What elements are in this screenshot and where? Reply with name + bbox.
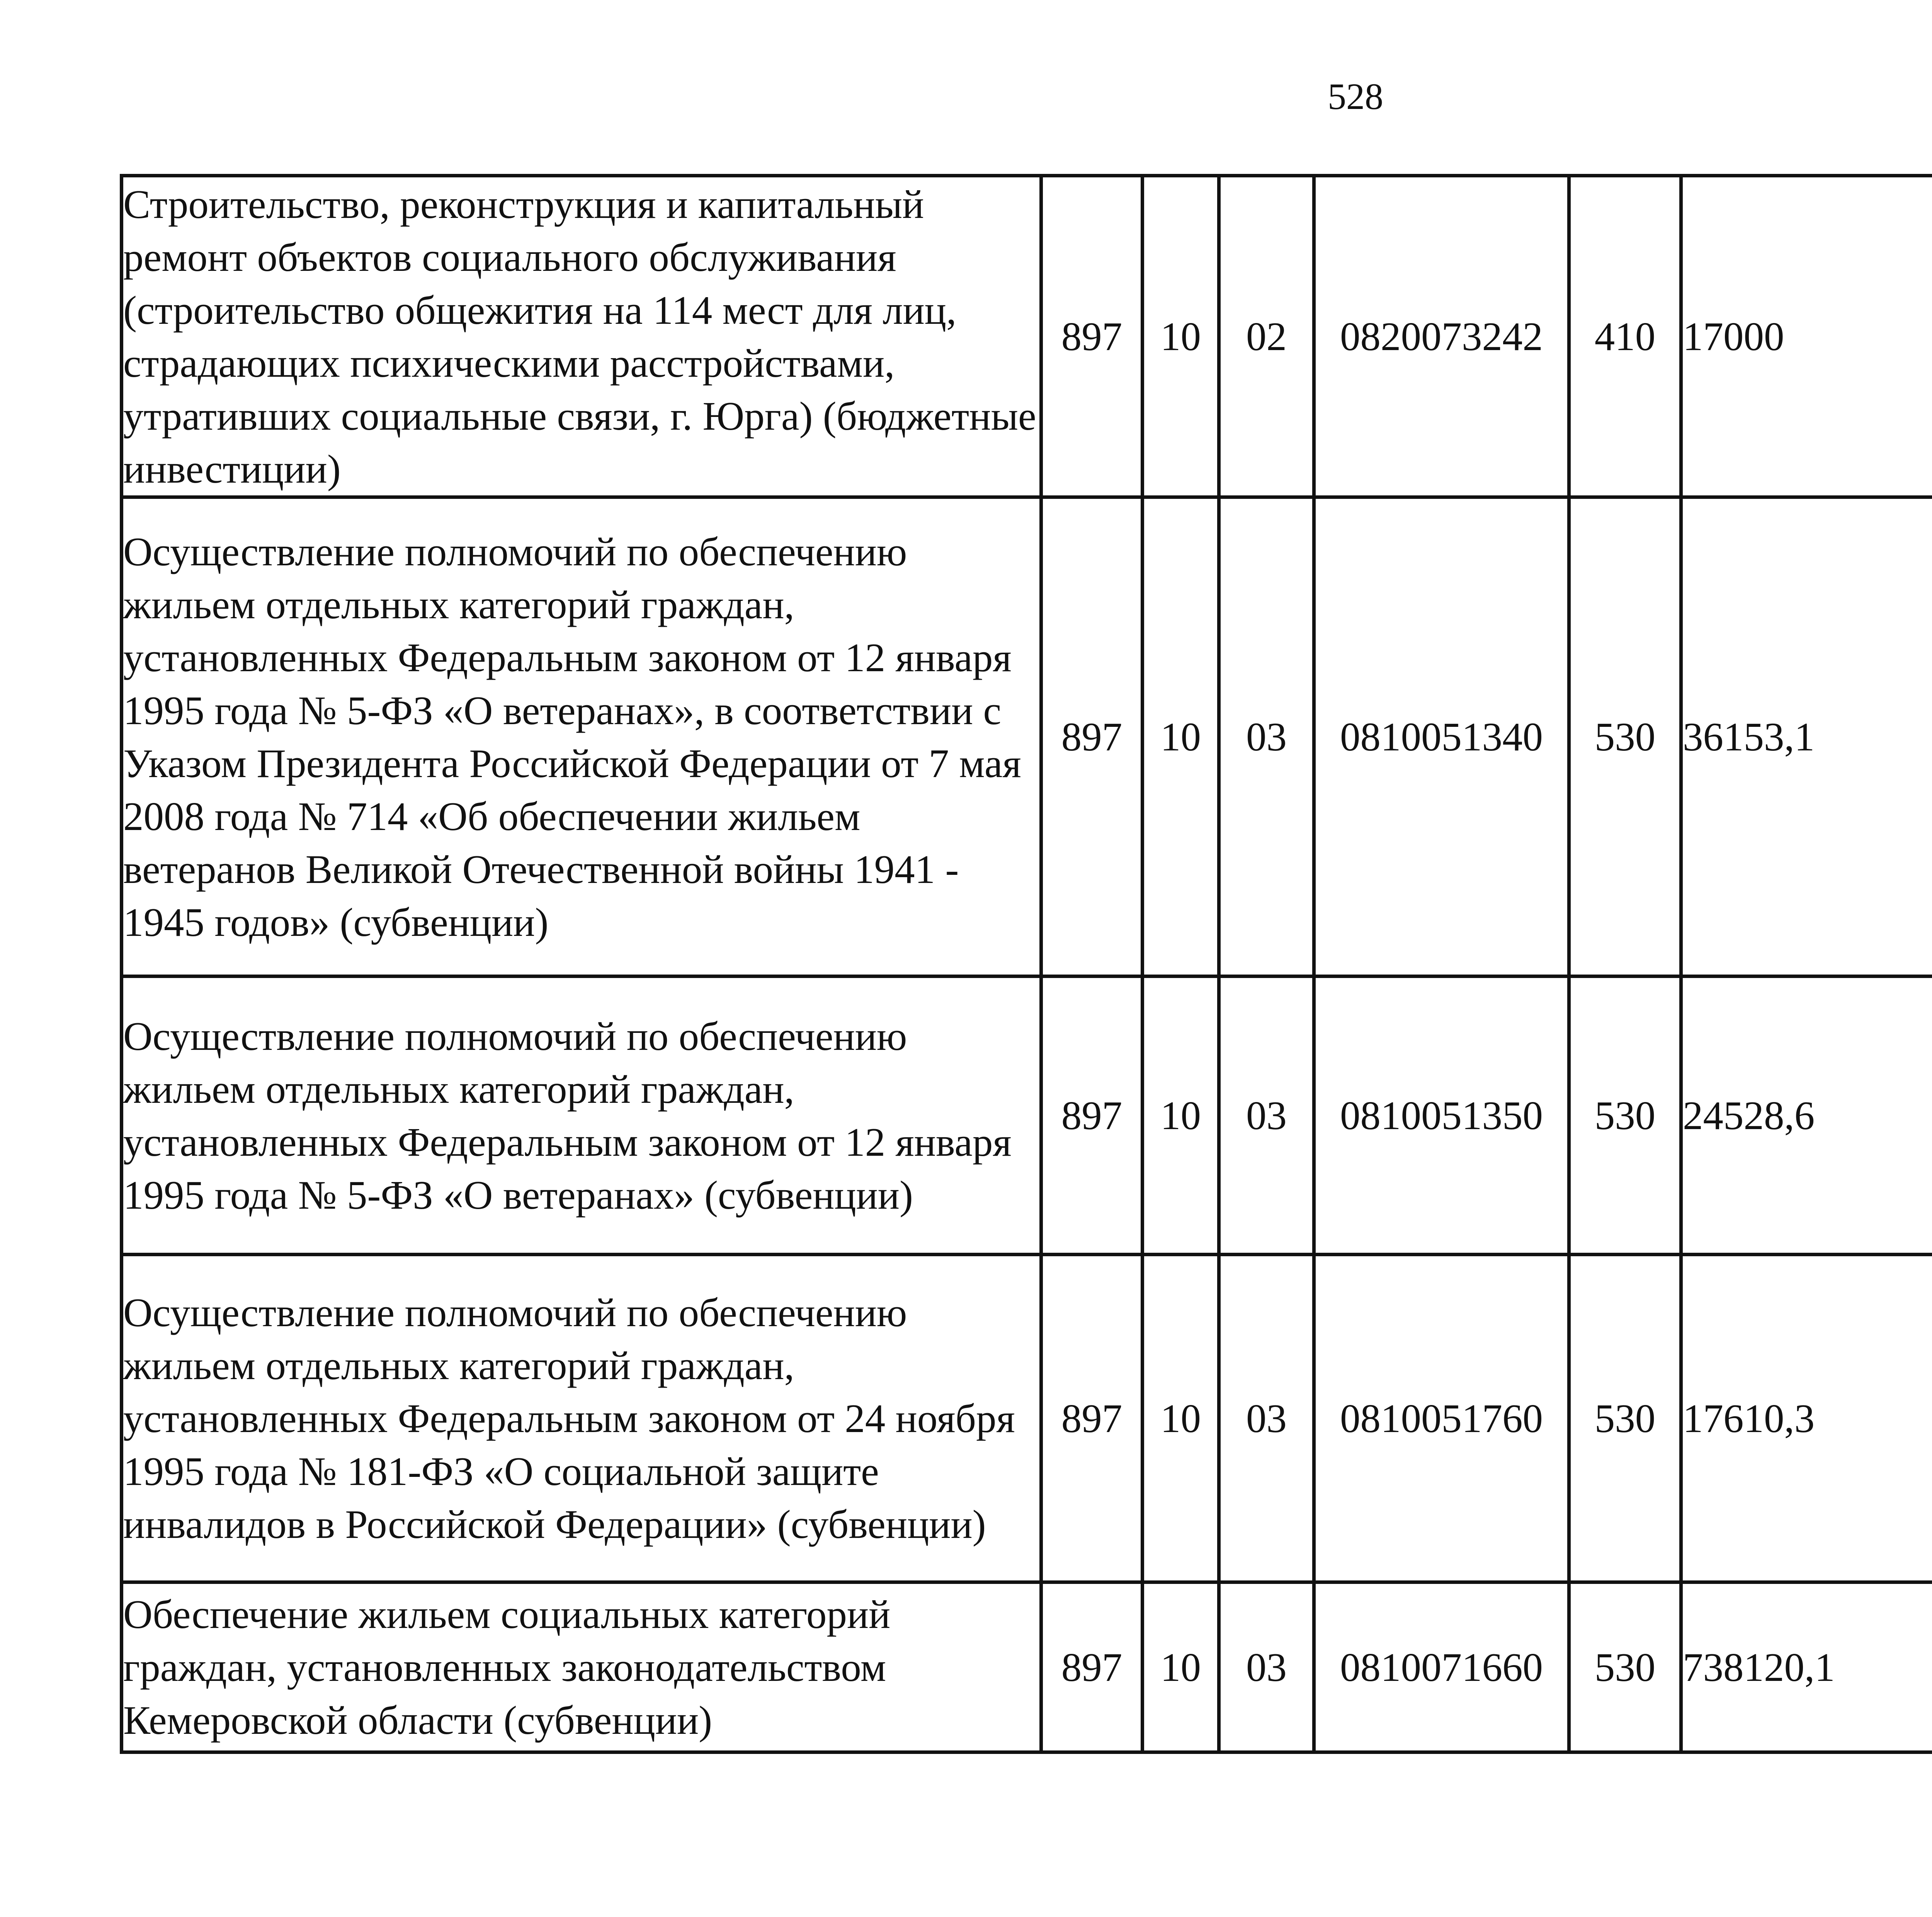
- section-code: 10: [1143, 1582, 1219, 1752]
- section-code: 10: [1143, 176, 1219, 497]
- amount-year-1: 24528,6: [1681, 976, 1932, 1255]
- table-row: [122, 1255, 1932, 1582]
- amount-year-1: 36153,1: [1681, 497, 1932, 976]
- amount-year-1: 17000: [1681, 176, 1932, 497]
- table-row: [122, 497, 1932, 976]
- section-code: 10: [1143, 1255, 1219, 1582]
- row-description: Осуществление полномочий по обеспечению жильем отдельных категорий граждан, установленных Федеральным законом от 12 января 1995 года № 5-ФЗ «О ветеранах», в соответствии с Указом Президента Российской Федерации от 7 мая 2008 года № 714 «Об обеспечении жильем ветеранов Великой Отечественной войны 1941 - 1945 годов» (субвенции): [122, 497, 1041, 976]
- subsection-code: 03: [1219, 497, 1314, 976]
- target-article-code: 0810071660: [1314, 1582, 1569, 1752]
- target-article-code: 0810051760: [1314, 1255, 1569, 1582]
- section-code: 10: [1143, 497, 1219, 976]
- ministry-code: 897: [1041, 176, 1143, 497]
- amount-year-1: 17610,3: [1681, 1255, 1932, 1582]
- budget-table: [120, 174, 1932, 1754]
- row-description: Осуществление полномочий по обеспечению жильем отдельных категорий граждан, установленных Федеральным законом от 24 ноября 1995 года № 181-ФЗ «О социальной защите инвалидов в Российской Федерации» (субвенции): [122, 1255, 1041, 1582]
- table-row: [122, 1582, 1932, 1752]
- ministry-code: 897: [1041, 976, 1143, 1255]
- page-number: 528: [1328, 76, 1383, 117]
- amount-year-1: 738120,1: [1681, 1582, 1932, 1752]
- subsection-code: 02: [1219, 176, 1314, 497]
- subsection-code: 03: [1219, 1255, 1314, 1582]
- ministry-code: 897: [1041, 1582, 1143, 1752]
- row-description: Обеспечение жильем социальных категорий граждан, установленных законодательством Кемеровской области (субвенции): [122, 1582, 1041, 1752]
- row-description: Осуществление полномочий по обеспечению жильем отдельных категорий граждан, установленных Федеральным законом от 12 января 1995 года № 5-ФЗ «О ветеранах» (субвенции): [122, 976, 1041, 1255]
- target-article-code: 0810051350: [1314, 976, 1569, 1255]
- expense-type-code: 530: [1569, 1255, 1681, 1582]
- section-code: 10: [1143, 976, 1219, 1255]
- table-row: [122, 976, 1932, 1255]
- target-article-code: 0820073242: [1314, 176, 1569, 497]
- ministry-code: 897: [1041, 497, 1143, 976]
- row-description: Строительство, реконструкция и капитальный ремонт объектов социального обслуживания (строительство общежития на 114 мест для лиц, страдающих психическими расстройствами, утративших социальные связи, г. Юрга) (бюджетные инвестиции): [122, 176, 1041, 497]
- subsection-code: 03: [1219, 976, 1314, 1255]
- subsection-code: 03: [1219, 1582, 1314, 1752]
- expense-type-code: 530: [1569, 497, 1681, 976]
- ministry-code: 897: [1041, 1255, 1143, 1582]
- expense-type-code: 530: [1569, 976, 1681, 1255]
- target-article-code: 0810051340: [1314, 497, 1569, 976]
- expense-type-code: 410: [1569, 176, 1681, 497]
- table-row: [122, 176, 1932, 497]
- expense-type-code: 530: [1569, 1582, 1681, 1752]
